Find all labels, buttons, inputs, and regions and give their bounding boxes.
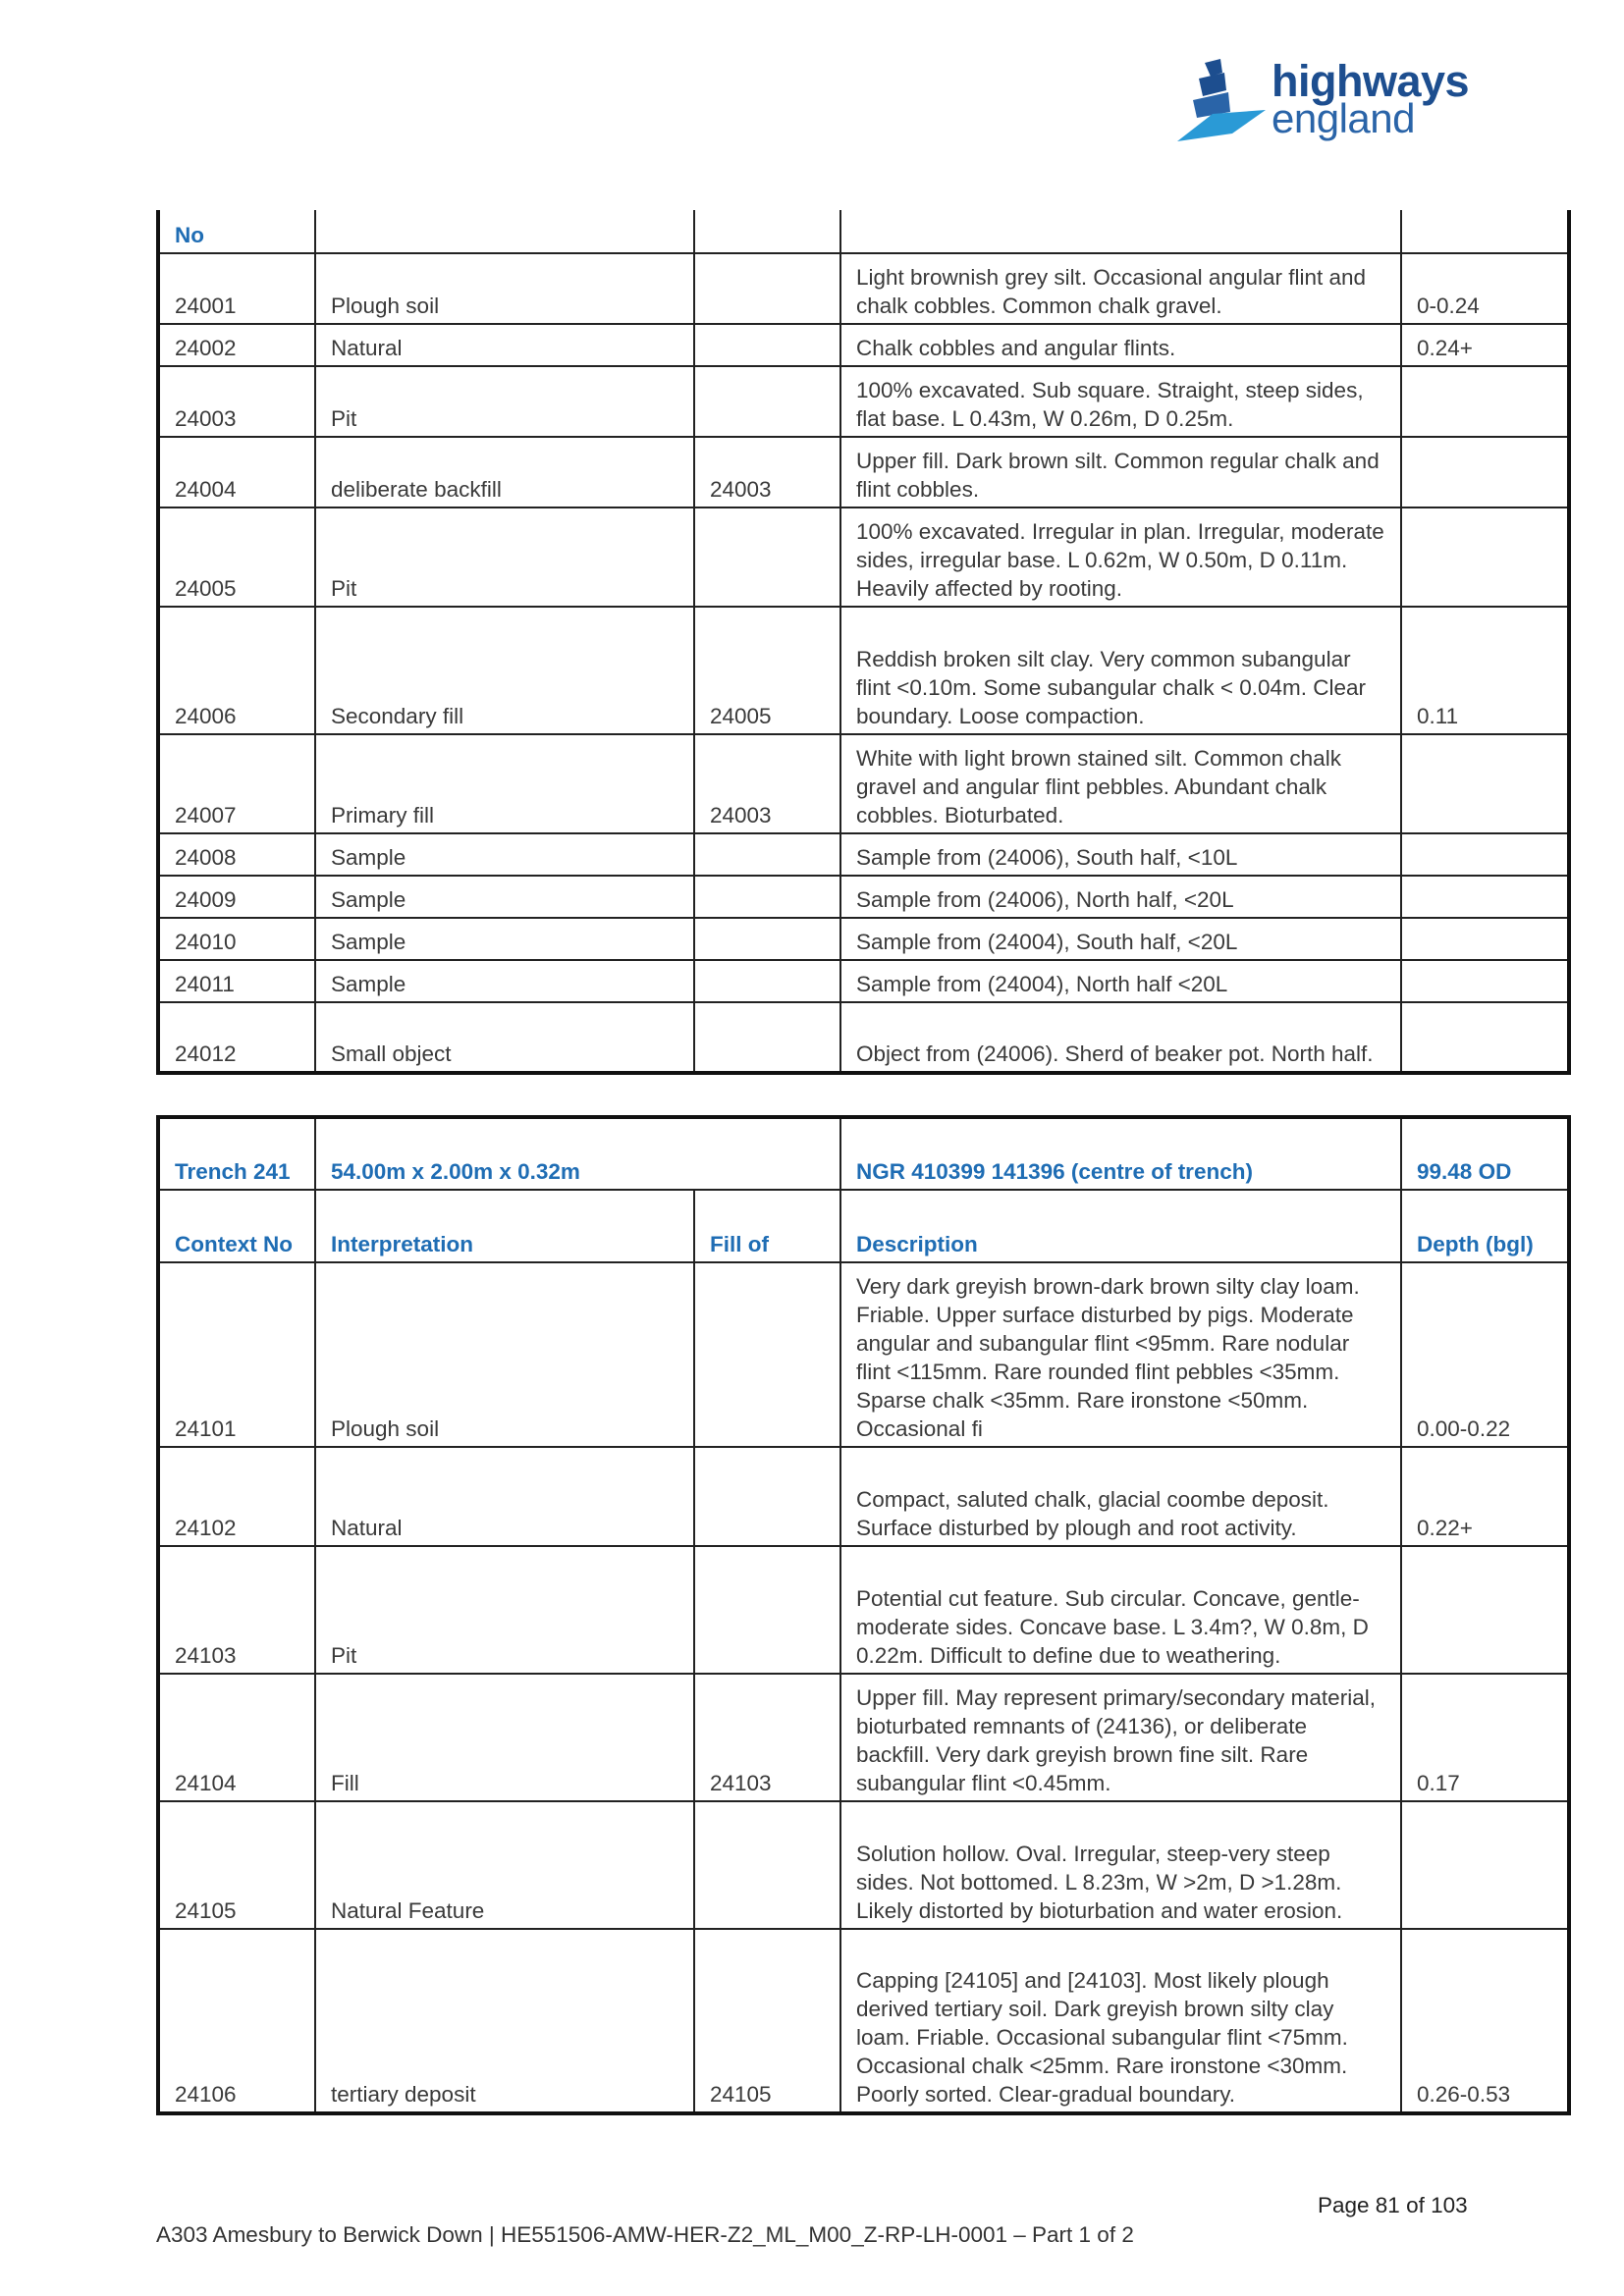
cell-fill-of bbox=[694, 366, 840, 437]
cell-description: Reddish broken silt clay. Very common subangular flint <0.10m. Some subangular chalk < 0.04m. Clear boundary. Loose compaction. bbox=[840, 607, 1401, 734]
table-row bbox=[158, 324, 1569, 366]
trench-label: Trench 241 bbox=[158, 1117, 315, 1190]
header-cell-context-no: No bbox=[158, 210, 315, 253]
cell-depth bbox=[1401, 507, 1569, 607]
table-row bbox=[158, 1801, 1569, 1929]
col-header-fill-of: Fill of bbox=[694, 1190, 840, 1262]
context-table-continued bbox=[156, 210, 1571, 1075]
cell-interpretation: Pit bbox=[315, 366, 694, 437]
document-reference: A303 Amesbury to Berwick Down | HE551506-AMW-HER-Z2_ML_M00_Z-RP-LH-0001 – Part 1 of 2 bbox=[156, 2222, 1134, 2247]
cell-depth bbox=[1401, 1801, 1569, 1929]
cell-depth bbox=[1401, 918, 1569, 960]
header-cell-description bbox=[840, 210, 1401, 253]
cell-context-no: 24012 bbox=[158, 1002, 315, 1073]
cell-interpretation: Small object bbox=[315, 1002, 694, 1073]
col-header-description: Description bbox=[840, 1190, 1401, 1262]
col-header-context-no: Context No bbox=[158, 1190, 315, 1262]
table-row bbox=[158, 253, 1569, 324]
cell-context-no: 24102 bbox=[158, 1447, 315, 1546]
cell-fill-of bbox=[694, 253, 840, 324]
cell-context-no: 24011 bbox=[158, 960, 315, 1002]
table-row bbox=[158, 960, 1569, 1002]
cell-fill-of: 24005 bbox=[694, 607, 840, 734]
cell-description: White with light brown stained silt. Common chalk gravel and angular flint pebbles. Abundant chalk cobbles. Bioturbated. bbox=[840, 734, 1401, 833]
cell-context-no: 24002 bbox=[158, 324, 315, 366]
header-cell-fill-of bbox=[694, 210, 840, 253]
cell-fill-of bbox=[694, 833, 840, 876]
table-row bbox=[158, 876, 1569, 918]
cell-interpretation: Secondary fill bbox=[315, 607, 694, 734]
cell-interpretation: Sample bbox=[315, 918, 694, 960]
cell-fill-of: 24003 bbox=[694, 437, 840, 507]
cell-interpretation: deliberate backfill bbox=[315, 437, 694, 507]
cell-depth: 0.00-0.22 bbox=[1401, 1262, 1569, 1447]
cell-fill-of bbox=[694, 1801, 840, 1929]
cell-description: Upper fill. May represent primary/secondary material, bioturbated remnants of (24136), or deliberate backfill. Very dark greyish brown fine silt. Rare subangular flint <0.45mm. bbox=[840, 1674, 1401, 1801]
context-table-trench-241 bbox=[156, 1115, 1571, 2115]
cell-interpretation: Natural bbox=[315, 324, 694, 366]
cell-context-no: 24006 bbox=[158, 607, 315, 734]
cell-description: Solution hollow. Oval. Irregular, steep-very steep sides. Not bottomed. L 8.23m, W >2m, D >1.28m. Likely distorted by bioturbation and water erosion. bbox=[840, 1801, 1401, 1929]
trench-dimensions: 54.00m x 2.00m x 0.32m bbox=[315, 1117, 840, 1190]
cell-fill-of bbox=[694, 918, 840, 960]
trench-ngr: NGR 410399 141396 (centre of trench) bbox=[840, 1117, 1401, 1190]
cell-context-no: 24008 bbox=[158, 833, 315, 876]
table-row bbox=[158, 437, 1569, 507]
cell-depth bbox=[1401, 960, 1569, 1002]
cell-depth: 0.22+ bbox=[1401, 1447, 1569, 1546]
table-row bbox=[158, 734, 1569, 833]
cell-fill-of bbox=[694, 876, 840, 918]
header-cell-interpretation bbox=[315, 210, 694, 253]
brand-name-line2: england bbox=[1272, 95, 1415, 141]
cell-fill-of bbox=[694, 1447, 840, 1546]
cell-interpretation: Plough soil bbox=[315, 1262, 694, 1447]
trench-od: 99.48 OD bbox=[1401, 1117, 1569, 1190]
cell-description: Capping [24105] and [24103]. Most likely plough derived tertiary soil. Dark greyish brown silty clay loam. Friable. Occasional subangular flint <75mm. Occasional chalk <25mm. Rare ironstone <30mm. Poorly sorted. Clear-gradual boundary. bbox=[840, 1929, 1401, 2113]
cell-context-no: 24004 bbox=[158, 437, 315, 507]
cell-interpretation: Natural bbox=[315, 1447, 694, 1546]
cell-interpretation: Sample bbox=[315, 960, 694, 1002]
cell-context-no: 24103 bbox=[158, 1546, 315, 1674]
cell-context-no: 24105 bbox=[158, 1801, 315, 1929]
cell-description: Chalk cobbles and angular flints. bbox=[840, 324, 1401, 366]
cell-context-no: 24010 bbox=[158, 918, 315, 960]
brand-name-line1: highways bbox=[1272, 56, 1470, 106]
cell-interpretation: Fill bbox=[315, 1674, 694, 1801]
cell-interpretation: Sample bbox=[315, 833, 694, 876]
cell-description: Upper fill. Dark brown silt. Common regular chalk and flint cobbles. bbox=[840, 437, 1401, 507]
cell-context-no: 24007 bbox=[158, 734, 315, 833]
cell-description: Sample from (24006), South half, <10L bbox=[840, 833, 1401, 876]
cell-description: Sample from (24004), South half, <20L bbox=[840, 918, 1401, 960]
cell-depth bbox=[1401, 437, 1569, 507]
table-row bbox=[158, 918, 1569, 960]
table-row bbox=[158, 1447, 1569, 1546]
cell-depth bbox=[1401, 366, 1569, 437]
header-cell-depth bbox=[1401, 210, 1569, 253]
table-row bbox=[158, 507, 1569, 607]
cell-interpretation: Primary fill bbox=[315, 734, 694, 833]
cell-fill-of: 24103 bbox=[694, 1674, 840, 1801]
cell-interpretation: Sample bbox=[315, 876, 694, 918]
cell-description: Compact, saluted chalk, glacial coombe deposit. Surface disturbed by plough and root activity. bbox=[840, 1447, 1401, 1546]
cell-depth bbox=[1401, 734, 1569, 833]
cell-depth bbox=[1401, 1546, 1569, 1674]
table-row bbox=[158, 1262, 1569, 1447]
table-row bbox=[158, 1929, 1569, 2113]
cell-context-no: 24005 bbox=[158, 507, 315, 607]
cell-fill-of: 24105 bbox=[694, 1929, 840, 2113]
cell-interpretation: Plough soil bbox=[315, 253, 694, 324]
cell-fill-of bbox=[694, 507, 840, 607]
cell-depth bbox=[1401, 1002, 1569, 1073]
cell-fill-of bbox=[694, 1002, 840, 1073]
trench-header-row bbox=[158, 1117, 1569, 1190]
page-number: Page 81 of 103 bbox=[1318, 2193, 1468, 2217]
cell-fill-of bbox=[694, 1262, 840, 1447]
cell-context-no: 24001 bbox=[158, 253, 315, 324]
cell-description: Object from (24006). Sherd of beaker pot. North half. bbox=[840, 1002, 1401, 1073]
cell-fill-of bbox=[694, 324, 840, 366]
cell-interpretation: Pit bbox=[315, 507, 694, 607]
cell-description: Sample from (24006), North half, <20L bbox=[840, 876, 1401, 918]
table-row bbox=[158, 1002, 1569, 1073]
table-row bbox=[158, 1546, 1569, 1674]
cell-depth: 0.11 bbox=[1401, 607, 1569, 734]
cell-description: Very dark greyish brown-dark brown silty clay loam. Friable. Upper surface disturbed by pigs. Moderate angular and subangular flint <95mm. Rare nodular flint <115mm. Rare rounded flint pebbles <35mm. Sparse chalk <35mm. Rare ironstone <50mm. Occasional fi bbox=[840, 1262, 1401, 1447]
col-header-interpretation: Interpretation bbox=[315, 1190, 694, 1262]
cell-context-no: 24003 bbox=[158, 366, 315, 437]
cell-depth bbox=[1401, 833, 1569, 876]
cell-fill-of: 24003 bbox=[694, 734, 840, 833]
cell-depth: 0.17 bbox=[1401, 1674, 1569, 1801]
table-row bbox=[158, 1674, 1569, 1801]
cell-fill-of bbox=[694, 960, 840, 1002]
cell-interpretation: Natural Feature bbox=[315, 1801, 694, 1929]
cell-interpretation: tertiary deposit bbox=[315, 1929, 694, 2113]
continued-header-row bbox=[158, 210, 1569, 253]
cell-context-no: 24009 bbox=[158, 876, 315, 918]
cell-description: Sample from (24004), North half <20L bbox=[840, 960, 1401, 1002]
table-row bbox=[158, 366, 1569, 437]
cell-depth: 0.24+ bbox=[1401, 324, 1569, 366]
cell-description: Potential cut feature. Sub circular. Concave, gentle-moderate sides. Concave base. L 3.4m?, W 0.8m, D 0.22m. Difficult to define due to weathering. bbox=[840, 1546, 1401, 1674]
cell-depth: 0-0.24 bbox=[1401, 253, 1569, 324]
cell-depth: 0.26-0.53 bbox=[1401, 1929, 1569, 2113]
col-header-depth: Depth (bgl) bbox=[1401, 1190, 1569, 1262]
table-row bbox=[158, 607, 1569, 734]
cell-context-no: 24101 bbox=[158, 1262, 315, 1447]
cell-description: Light brownish grey silt. Occasional angular flint and chalk cobbles. Common chalk gravel. bbox=[840, 253, 1401, 324]
logo-mark-icon bbox=[1173, 57, 1272, 147]
cell-description: 100% excavated. Irregular in plan. Irregular, moderate sides, irregular base. L 0.62m, W 0.50m, D 0.11m. Heavily affected by rooting. bbox=[840, 507, 1401, 607]
cell-fill-of bbox=[694, 1546, 840, 1674]
table-row bbox=[158, 833, 1569, 876]
cell-depth bbox=[1401, 876, 1569, 918]
cell-interpretation: Pit bbox=[315, 1546, 694, 1674]
cell-context-no: 24106 bbox=[158, 1929, 315, 2113]
column-header-row bbox=[158, 1190, 1569, 1262]
cell-context-no: 24104 bbox=[158, 1674, 315, 1801]
highways-england-logo bbox=[1173, 57, 1478, 147]
cell-description: 100% excavated. Sub square. Straight, steep sides, flat base. L 0.43m, W 0.26m, D 0.25m. bbox=[840, 366, 1401, 437]
